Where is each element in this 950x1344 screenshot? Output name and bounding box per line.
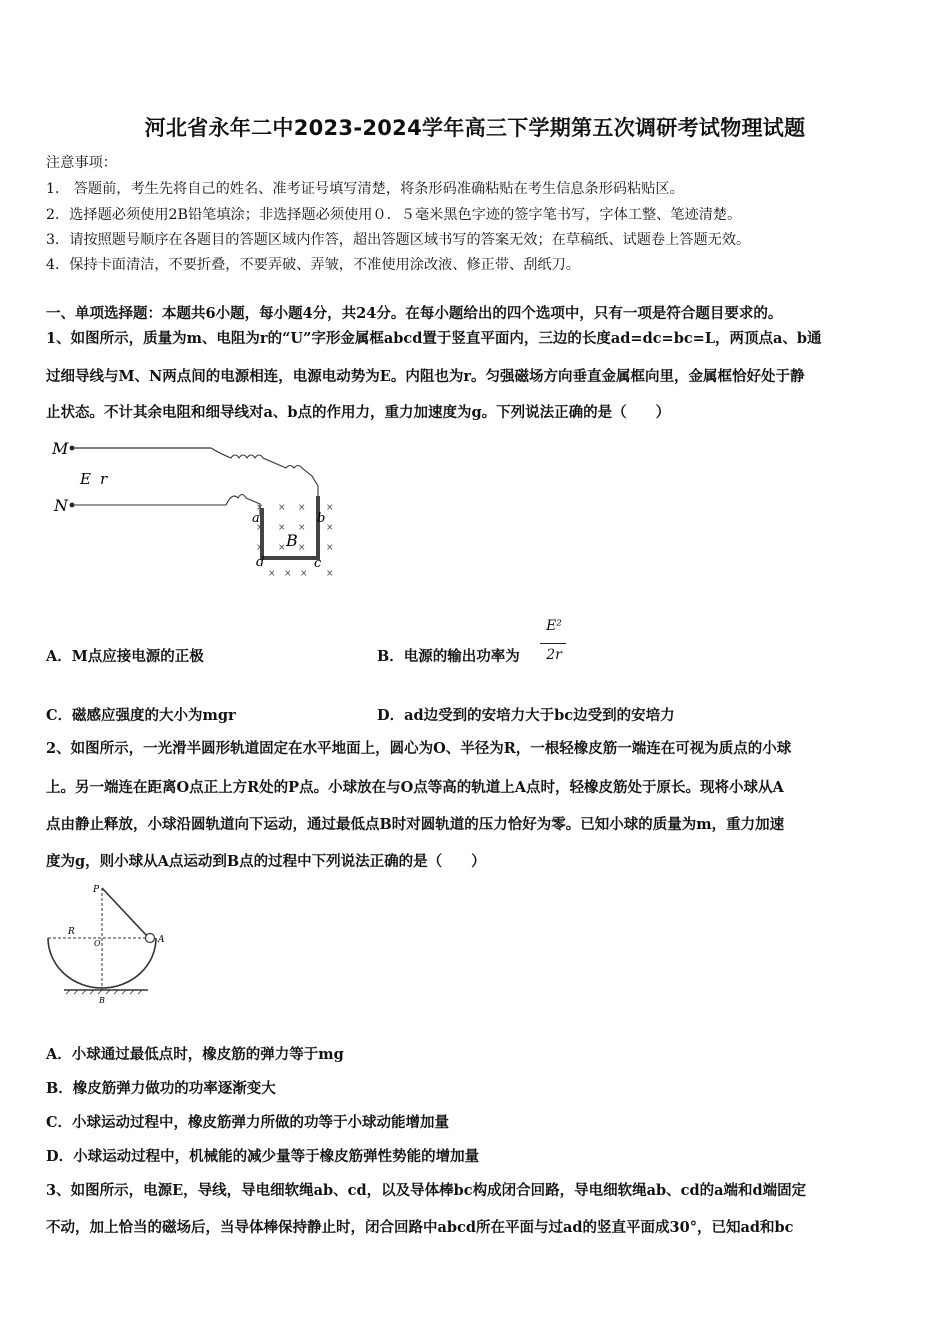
svg-text:×: × xyxy=(256,503,264,513)
fraction-bar xyxy=(540,643,566,644)
q2-line-2: 上。另一端连在距离O点正上方R处的P点。小球放在与O点等高的轨道上A点时，轻橡皮筋处于原长。现将小球从A xyxy=(46,779,784,796)
notice-heading: 注意事项： xyxy=(46,155,117,171)
q3-line-1: 3、如图所示，电源E，导线，导电细软绳ab、cd，以及导体棒bc构成闭合回路，导电细软绳ab、cd的a端和d端固定 xyxy=(46,1182,807,1199)
label-c: c xyxy=(314,556,322,571)
label-b: b xyxy=(317,511,326,526)
q1-option-b-numerator: E² xyxy=(546,618,562,634)
svg-text:×: × xyxy=(326,569,334,579)
svg-text:×: × xyxy=(298,503,306,513)
svg-text:×: × xyxy=(298,543,306,553)
q1-line-3: 止状态。不计其余电阻和细导线对a、b点的作用力，重力加速度为g。下列说法正确的是（ ） xyxy=(46,404,671,421)
q2-option-d: D．小球运动过程中，机械能的减少量等于橡皮筋弹性势能的增加量 xyxy=(46,1148,480,1165)
svg-text:×: × xyxy=(256,523,264,533)
notice-item-4: 4．保持卡面清洁，不要折叠，不要弄破、弄皱，不准使用涂改液、修正带、刮纸刀。 xyxy=(46,257,580,273)
svg-text:×: × xyxy=(300,569,308,579)
notice-item-1: 1． 答题前，考生先将自己的姓名、准考证号填写清楚，将条形码准确粘贴在考生信息条形码粘贴区。 xyxy=(46,181,684,197)
svg-text:×: × xyxy=(326,503,334,513)
q1-option-d: D．ad边受到的安培力大于bc边受到的安培力 xyxy=(377,707,675,724)
label-B-point: B xyxy=(99,996,105,1005)
q1-option-b: B．电源的输出功率为 xyxy=(377,648,520,665)
label-r: r xyxy=(100,470,108,488)
svg-text:×: × xyxy=(268,569,276,579)
q1-option-b-denominator: 2r xyxy=(546,647,562,663)
q1-circuit-figure xyxy=(46,432,346,587)
notice-item-2: 2．选择题必须使用2B铅笔填涂；非选择题必须使用０．５毫米黑色字迹的签字笔书写，字体工整、笔迹清楚。 xyxy=(46,207,742,223)
q2-line-3: 点由静止释放，小球沿圆轨道向下运动，通过最低点B时对圆轨道的压力恰好为零。已知小球的质量为m，重力加速 xyxy=(46,816,785,833)
svg-text:×: × xyxy=(278,543,286,553)
page-title: 河北省永年二中2023-2024学年高三下学期第五次调研考试物理试题 xyxy=(144,116,806,140)
svg-text:×: × xyxy=(298,523,306,533)
q1-option-a: A．M点应接电源的正极 xyxy=(46,648,204,665)
svg-text:×: × xyxy=(284,569,292,579)
label-A: A xyxy=(158,935,165,945)
label-M: M xyxy=(52,439,69,458)
q2-option-c: C．小球运动过程中，橡皮筋弹力所做的功等于小球动能增加量 xyxy=(46,1114,450,1131)
label-R: R xyxy=(68,927,75,937)
q1-line-2: 过细导线与M、N两点间的电源相连，电源电动势为E。内阻也为r。匀强磁场方向垂直金属框向里，金属框恰好处于静 xyxy=(46,368,805,385)
q2-line-4: 度为g，则小球从A点运动到B点的过程中下列说法正确的是（ ） xyxy=(46,853,486,870)
q1-line-1: 1、如图所示，质量为m、电阻为r的“U”字形金属框abcd置于竖直平面内，三边的长度ad=dc=bc=L，两顶点a、b通 xyxy=(46,330,822,347)
label-d: d xyxy=(256,555,265,570)
svg-text:×: × xyxy=(326,523,334,533)
label-N: N xyxy=(54,496,68,515)
q2-line-1: 2、如图所示，一光滑半圆形轨道固定在水平地面上，圆心为O、半径为R，一根轻橡皮筋一端连在可视为质点的小球 xyxy=(46,740,792,757)
label-a: a xyxy=(252,511,260,526)
notice-item-3: 3．请按照题号顺序在各题目的答题区域内作答，超出答题区域书写的答案无效；在草稿纸、试题卷上答题无效。 xyxy=(46,232,751,248)
q2-option-a: A．小球通过最低点时，橡皮筋的弹力等于mg xyxy=(46,1046,344,1063)
label-P: P xyxy=(93,885,100,895)
svg-text:×: × xyxy=(326,543,334,553)
svg-text:×: × xyxy=(278,503,286,513)
svg-text:×: × xyxy=(278,523,286,533)
q3-line-2: 不动，加上恰当的磁场后，当导体棒保持静止时，闭合回路中abcd所在平面与过ad的竖直平面成30°，已知ad和bc xyxy=(46,1219,794,1236)
label-E: E xyxy=(80,470,91,488)
label-O: O xyxy=(94,939,101,948)
section-header: 一、单项选择题：本题共6小题，每小题4分，共24分。在每小题给出的四个选项中，只有一项是符合题目要求的。 xyxy=(46,305,783,322)
label-B: B xyxy=(286,531,298,550)
q1-option-c: C．磁感应强度的大小为mgr xyxy=(46,707,236,724)
q2-track-figure xyxy=(44,880,174,1005)
svg-text:×: × xyxy=(256,543,264,553)
q2-option-b: B．橡皮筋弹力做功的功率逐渐变大 xyxy=(46,1080,276,1097)
